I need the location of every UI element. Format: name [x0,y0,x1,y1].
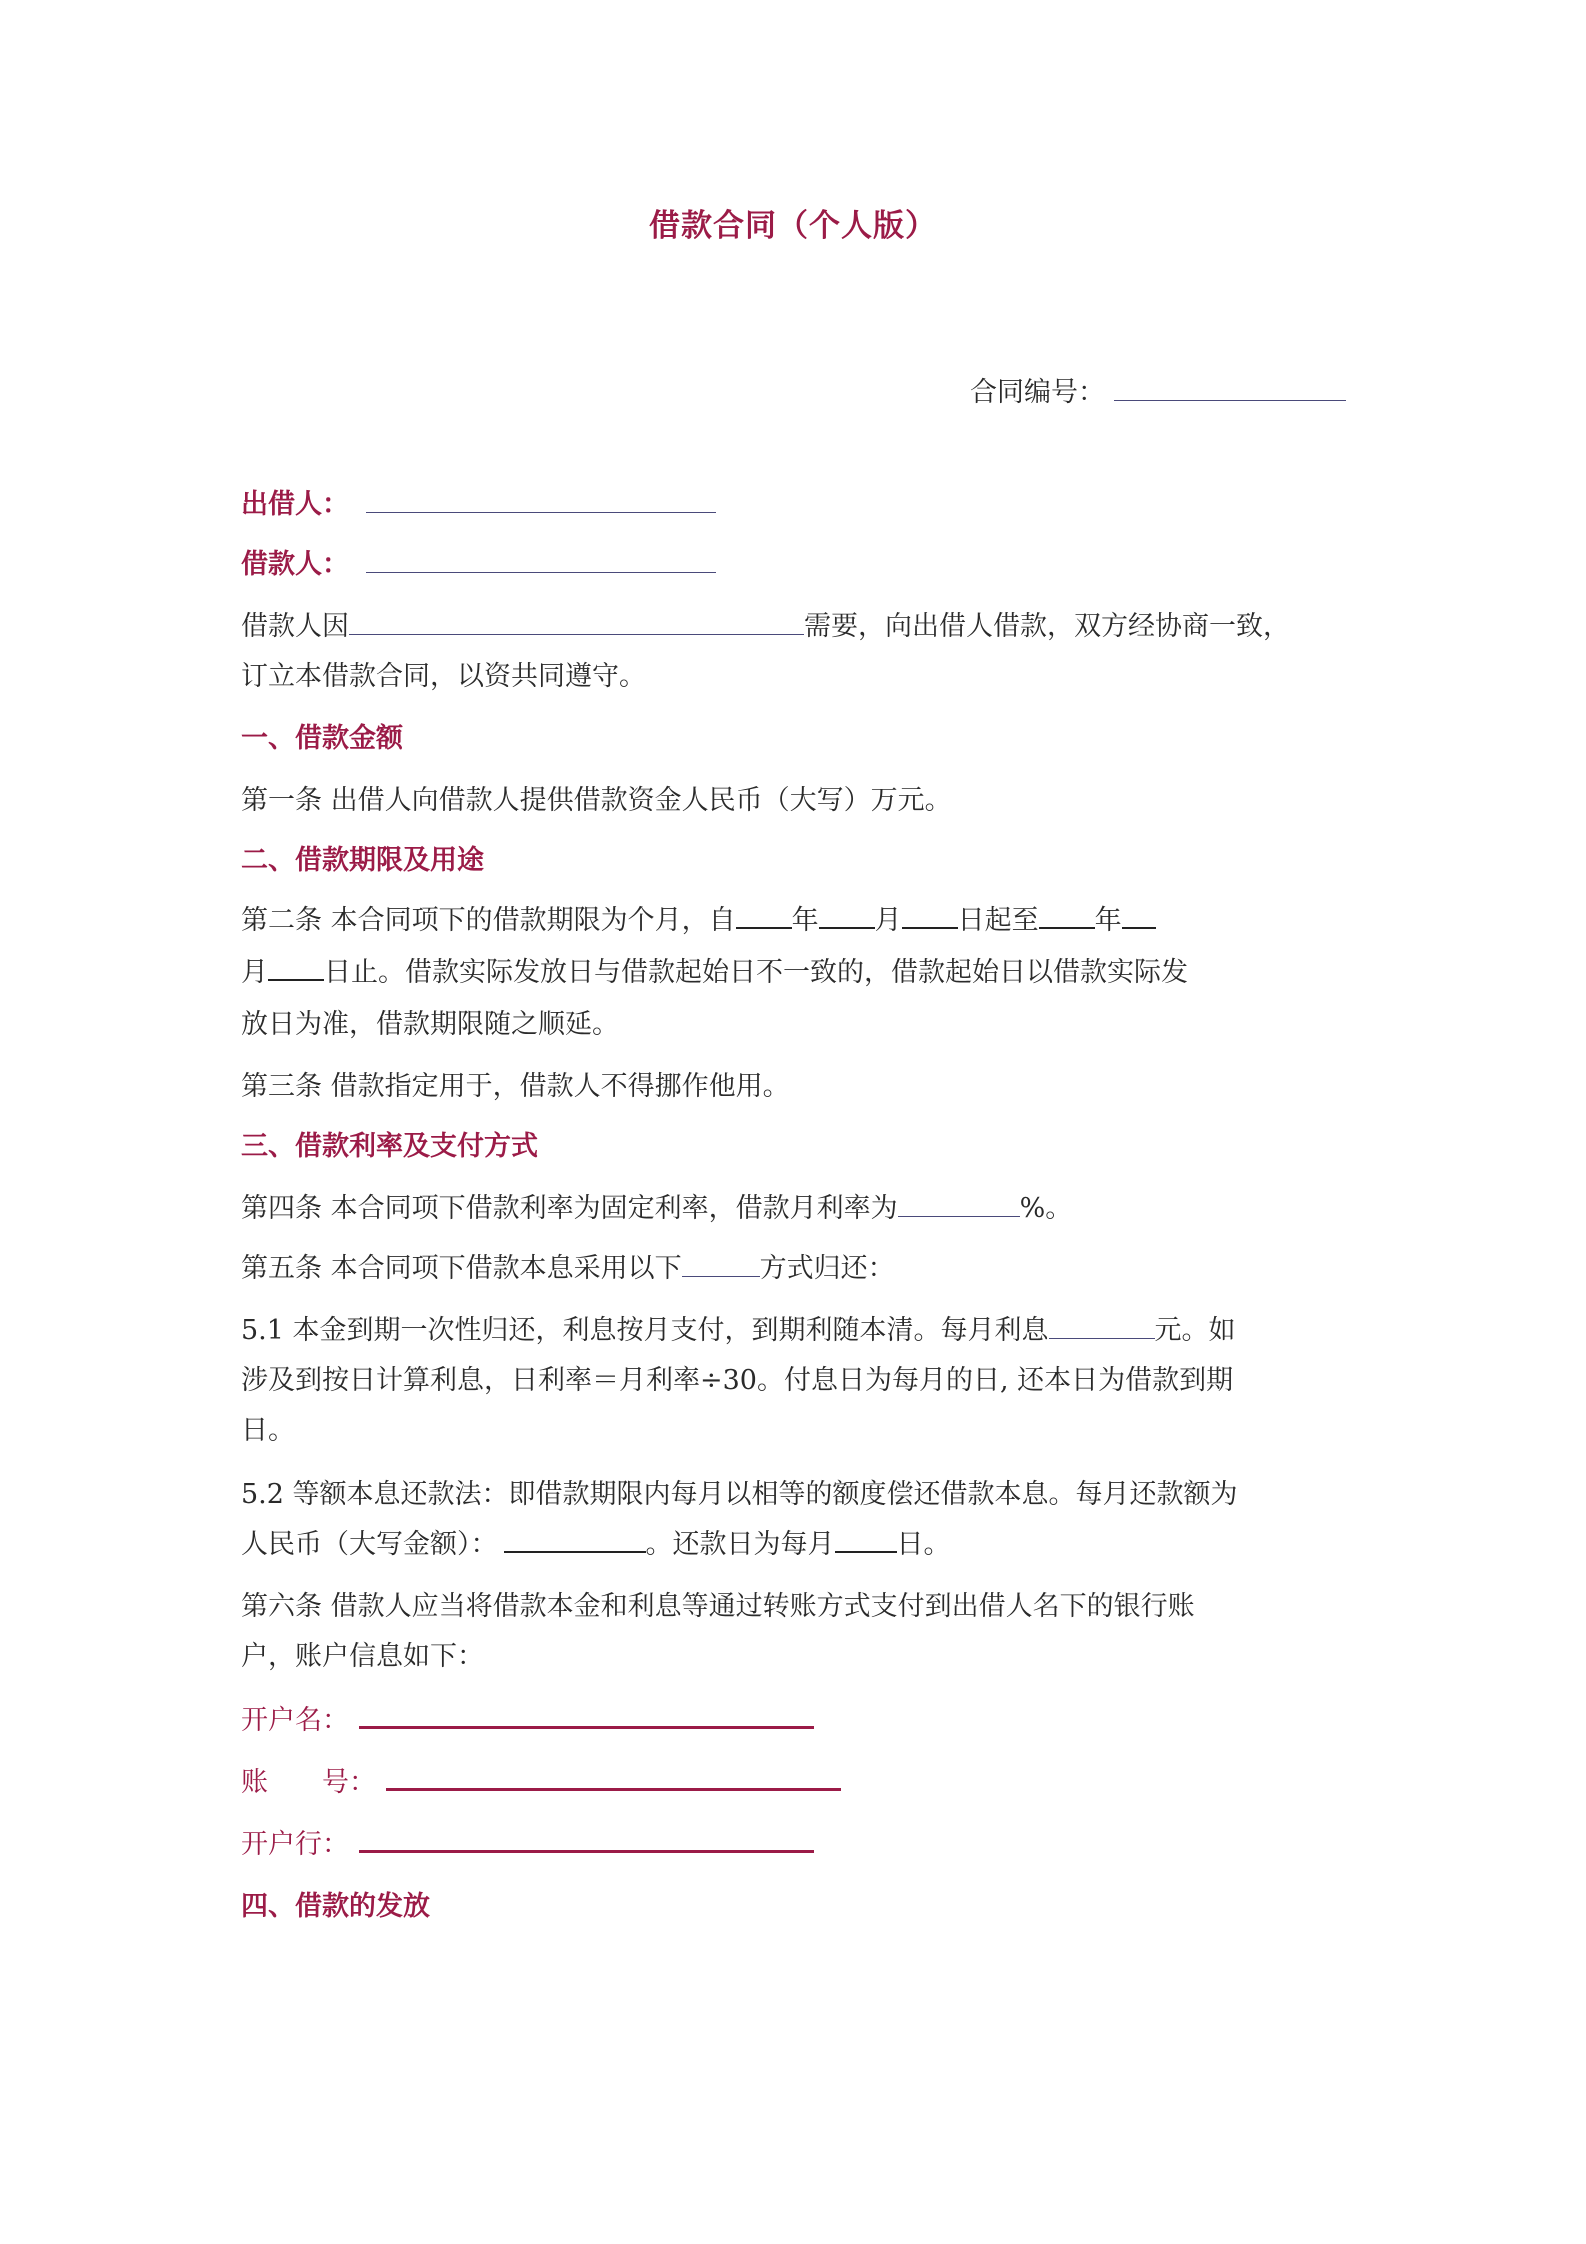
end-year-blank[interactable] [1039,905,1095,929]
bank-label: 开户行： [241,1829,349,1860]
article-1: 第一条 出借人向借款人提供借款资金人民币（大写）万元。 [241,785,952,816]
article-5-text: 第五条 本合同项下借款本息采用以下 [241,1253,682,1284]
article-2-text: 第二条 本合同项下的借款期限为个月，自 [241,905,736,936]
account-number-blank[interactable] [386,1766,841,1791]
article-6-line-2: 户，账户信息如下： [241,1641,484,1672]
clause-5-2-line-2 [241,1514,1356,1576]
section-heading-1: 一、借款金额 [241,723,403,754]
year-label: 年 [791,905,819,936]
start-day-blank[interactable] [902,905,958,929]
article-3: 第三条 借款指定用于，借款人不得挪作他用。 [241,1071,790,1102]
borrow-reason-blank[interactable] [349,612,804,635]
section-heading-3: 三、借款利率及支付方式 [241,1131,538,1162]
clause-5-1-suffix: 元。如 [1154,1315,1236,1346]
account-number-field [241,1752,1356,1814]
intro-suffix: 需要，向出借人借款，双方经协商一致， [804,611,1290,642]
account-name-label: 开户名： [241,1705,349,1736]
monthly-rate-blank[interactable] [898,1194,1020,1217]
account-number-label-b: 号： [322,1767,376,1798]
article-4 [241,1178,1356,1240]
month-label-2: 月 [241,957,268,988]
day-from-label: 日起至 [957,905,1039,936]
section-heading-4: 四、借款的发放 [241,1891,430,1922]
article-2-rest: 日止。借款实际发放日与借款起始日不一致的，借款起始日以借款实际发 [324,957,1188,988]
article-4-text: 第四条 本合同项下借款利率为固定利率，借款月利率为 [241,1193,898,1224]
borrower-label: 借款人： [241,549,349,580]
bank-field [241,1814,1356,1876]
repayment-day-blank[interactable] [835,1529,897,1553]
start-month-blank[interactable] [819,905,875,929]
intro-line-2: 订立本借款合同，以资共同遵守。 [241,661,646,692]
contract-number-field [970,362,1346,424]
start-year-blank[interactable] [736,905,792,929]
account-name-field [241,1690,1356,1752]
lender-blank[interactable] [366,490,716,513]
month-label: 月 [874,905,902,936]
monthly-payment-blank[interactable] [504,1529,646,1553]
repayment-method-blank[interactable] [682,1254,760,1277]
end-month-blank[interactable] [1122,905,1156,929]
year-label-2: 年 [1094,905,1122,936]
article-5-suffix: 方式归还： [759,1253,895,1284]
article-6-line-1: 第六条 借款人应当将借款本金和利息等通过转账方式支付到出借人名下的银行账 [241,1591,1195,1622]
borrower-blank[interactable] [366,550,716,573]
account-name-blank[interactable] [359,1704,814,1729]
percent-sign: %。 [1019,1193,1073,1224]
section-heading-2: 二、借款期限及用途 [241,845,484,876]
contract-number-blank[interactable] [1114,378,1346,401]
clause-5-1-text: 5.1 本金到期一次性归还，利息按月支付，到期利随本清。每月利息 [241,1315,1049,1346]
document-title: 借款合同（个人版） [649,208,937,244]
bank-blank[interactable] [359,1828,814,1853]
contract-number-label: 合同编号： [970,377,1105,408]
account-number-label-a: 账 [241,1767,268,1798]
lender-label: 出借人： [241,489,349,520]
clause-5-2-text: 人民币（大写金额）： [241,1529,498,1560]
lender-field [241,474,1356,536]
end-day-blank[interactable] [268,957,324,981]
clause-5-2-line-1: 5.2 等额本息还款法：即借款期限内每月以相等的额度偿还借款本息。每月还款额为 [241,1479,1238,1510]
clause-5-2-suffix: 日。 [896,1529,951,1560]
clause-5-1-line-3: 日。 [241,1415,295,1446]
clause-5-2-mid: 。还款日为每月 [645,1529,835,1560]
clause-5-1-line-2: 涉及到按日计算利息，日利率＝月利率÷30。付息日为每月的日, 还本日为借款到期 [241,1365,1234,1396]
article-2-line-3: 放日为准，借款期限随之顺延。 [241,1009,619,1040]
article-5 [241,1238,1356,1300]
intro-prefix: 借款人因 [241,611,349,642]
monthly-interest-blank[interactable] [1049,1316,1155,1339]
borrower-field [241,534,1356,596]
